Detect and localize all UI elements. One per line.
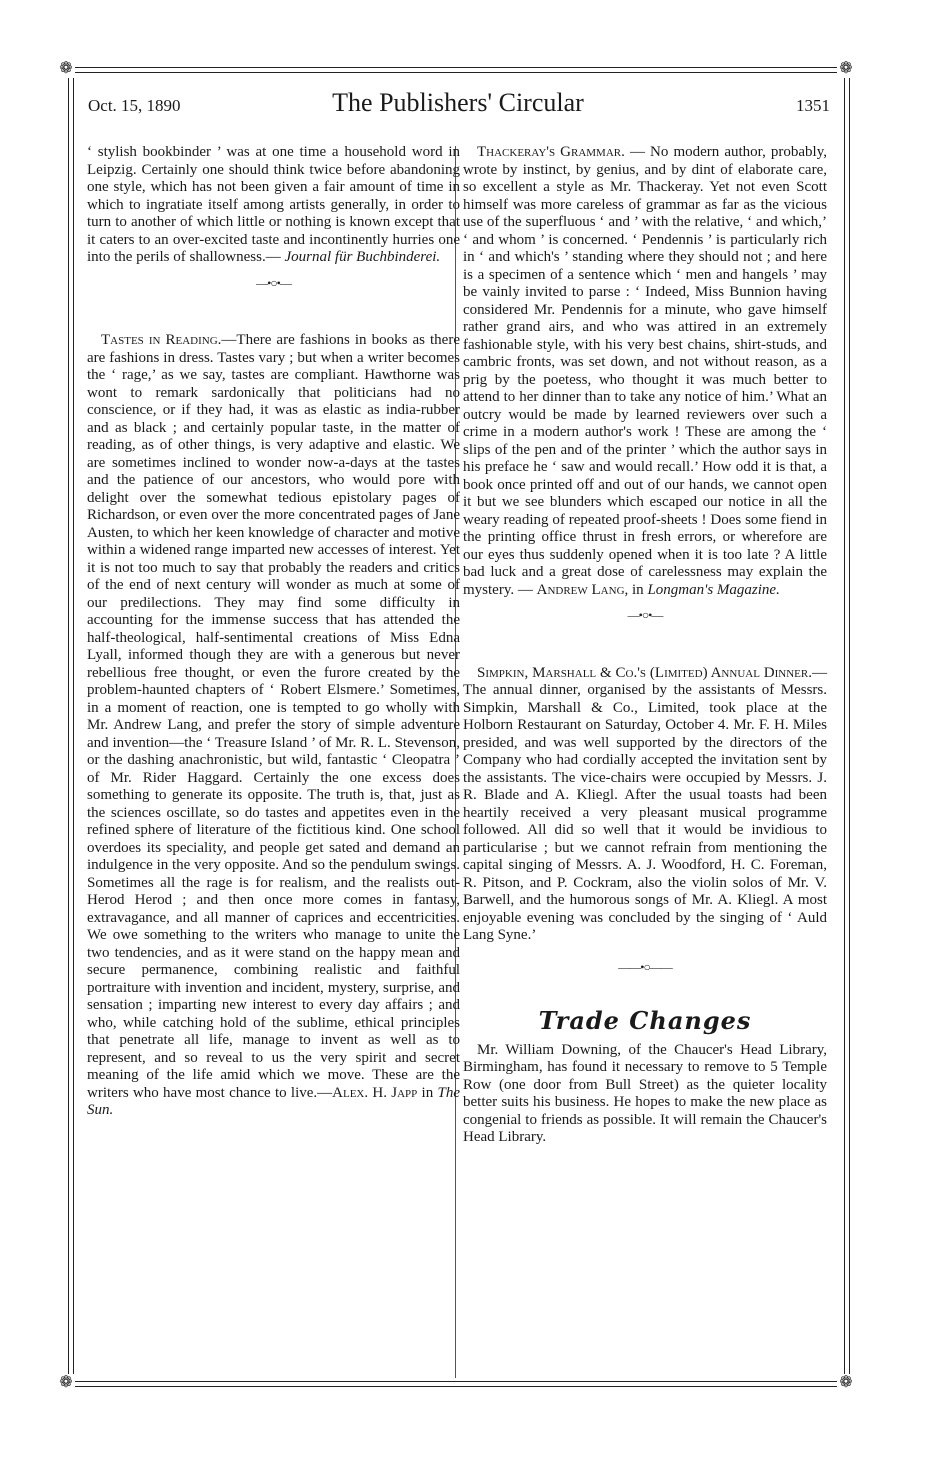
separator-ornament: —•○•— bbox=[627, 608, 663, 622]
article-annual-dinner: Simpkin, Marshall & Co.'s (Limited) Annual Dinner.—The annual dinner, organised by the assistants of Messrs. Simpkin, Marshall & Co., Limited, took place at the Holborn Restaurant on Saturday, October 4. Mr. F. H. Miles presided, and was well supported by the directors of the Company who had cordially accepted the invitation sent by the assistants. The vice-chairs were occupied by Messrs. J. R. Blade and A. Kliegl. After the usual toasts had been heartily received a very pleasant musical programme followed. All did so well that it would be invidious to particularise ; but we cannot refrain from mentioning the capital singing of Messrs. A. J. Woodford, H. C. Foreman, R. Pitson, and P. Cockram, also the violin solos of Mr. V. Barwell, and the humorous songs of Mr. A. Kliegl. A most enjoyable evening was concluded by the singing of ‘ Auld Lang Syne.’ bbox=[463, 664, 827, 943]
page-border-right bbox=[844, 70, 850, 1384]
publication-title: The Publishers' Circular bbox=[332, 88, 584, 117]
article-author: Alex. H. Japp bbox=[332, 1084, 418, 1101]
corner-ornament-icon: ❁ bbox=[57, 1374, 75, 1392]
corner-ornament-icon: ❁ bbox=[57, 60, 75, 78]
page-border-left bbox=[68, 70, 74, 1384]
right-column bbox=[463, 144, 827, 1147]
page-header bbox=[82, 88, 834, 124]
corner-ornament-icon: ❁ bbox=[837, 60, 855, 78]
continuation-source: Journal für Buchbinderei. bbox=[284, 249, 441, 265]
article-title: Tastes in Reading. bbox=[101, 332, 222, 348]
article-title: Simpkin, Marshall & Co.'s (Limited) Annual Dinner. bbox=[477, 664, 812, 681]
separator-ornament: ——•○—— bbox=[618, 959, 672, 974]
page-border-top bbox=[62, 67, 854, 73]
article-source: The Sun. bbox=[87, 1084, 460, 1118]
article-title: Thackeray's Grammar. bbox=[477, 144, 625, 160]
left-column bbox=[87, 144, 460, 1120]
article-source: Longman's Magazine. bbox=[647, 581, 780, 598]
page-number: 1351 bbox=[796, 96, 830, 115]
page-border-bottom bbox=[62, 1381, 854, 1387]
trade-changes-notice: Mr. William Downing, of the Chaucer's Head Library, Birmingham, has found it necessary to remove to 5 Temple Row (one door from Bull Street) as the quieter locality better suits his business. He hopes to make the new place as congenial to friends as possible. It will remain the Chaucer's Head Library. bbox=[463, 1041, 827, 1145]
article-tastes-in-reading: Tastes in Reading.—There are fashions in books as there are fashions in dress. Tastes vary ; but when a writer becomes the ‘ rage,’ as we say, tastes are compliant. Hawthorne was wont to remark sardonically that politicians had no conscience, or if they had, it was as elastic as india-rubber and as black ; and certainly popular taste, in the matter of reading, as of other things, is very adaptive and elastic. We are sometimes inclined to wonder now-a-days at the tastes and the patience of our ancestors, who would pore with delight over the somewhat tedious epistolary pages of Richardson, or even over the more concentrated pages of Jane Austen, to which her keen knowledge of character and motive within a widened range imparted new accesses of interest. Yet it is not too much to say that probably the readers and critics of the end of next century will wonder as much at some of our predilections. They may find some difficulty in accounting for the immense success that has attended the half-theological, half-sentimental creations of Miss Edna Lyall, informed though they are with a generous but never rebellious free thought, or even the furore created by the problem-haunted chapters of ‘ Robert Elsmere.’ Sometimes, in a moment of reaction, one is tempted to go wholly with Mr. Andrew Lang, and prefer the story of simple adventure and invention—the ‘ Treasure Island ’ of Mr. R. L. Stevenson, or the dashing anachronistic, but wild, fantastic ‘ Cleopatra ’ of Mr. Rider Haggard. Certainly the one excess does something to generate its opposite. The truth is, that, just as the sciences oscillate, so do tastes and appetites even in the refined sphere of literature of the fictitious kind. One school overdoes its speciality, and people get sated and demand an indulgence in the very opposite. And so the pendulum swings. Sometimes all the rage is for realism, and the realists out-Herod Herod ; and then once more comes in fantasy, extravagance, and all manner of caprices and eccentricities. We owe something to the writers who manage to unite the two tendencies, and as it were stand on the happy mean and secure permanence, combining realistic and faithful portraiture with invention and incident, mystery, surprise, and sensation ; imparting new interest to every day affairs ; and who, while catching hold of the sublime, ethical principles that penetrate all life, manage to invent as well as to represent, and so reveal to us the very spirit and secret meaning of the life amid which we move. These are the writers who have most chance to live.—Alex. H. Japp in The Sun. bbox=[87, 332, 460, 1118]
issue-date: Oct. 15, 1890 bbox=[88, 96, 181, 115]
article-thackerays-grammar: Thackeray's Grammar. — No modern author, probably, wrote by instinct, by genius, and by dint of elaborate care, so excellent a style as Mr. Thackeray. Yet not even Scott himself was more careless of grammar as far as the vicious use of the superfluous ‘ and ’ with the relative, ‘ and which,’ ‘ and whom ’ is concerned. ‘ Pendennis ’ is particularly rich in ‘ and which's ’ standing where they should not ; and here is a specimen of a sentence which ‘ men and hangels ’ may be vainly invited to parse : ‘ Indeed, Miss Bunnion having considered Mr. Pendennis for a minute, who gave himself rather grand airs, and who was attired in an extremely fashionable style, with his very best chains, shirt-studs, and cambric fronts, was set down, and not without reason, as a prig by the poetess, who thought it was much better to attend to her dinner than to take any notice of him.’ What an outcry would be made by learned reviewers over such a crime in a modern author's work ! These are among the ‘ slips of the pen and of the printer ’ which the author says in his preface he ‘ saw and would recall.’ How odd it is that, a book once printed off and out of our hands, we cannot open it but we see blunders which escaped our notice in all the weary reading of repeated proof-sheets ! Does some fiend in the printing office thrust in fresh errors, or wherefore are our eyes thus suddenly opened when it is too late ? A little bad luck and a great dose of carelessness may explain the mystery. — Andrew Lang, in Longman's Magazine. bbox=[463, 144, 827, 598]
corner-ornament-icon: ❁ bbox=[837, 1374, 855, 1392]
article-continuation: ‘ stylish bookbinder ’ was at one time a household word in Leipzig. Certainly one should think twice before abandoning one style, which has not been given a fair amount of time in which to ingratiate itself among artists generally, in order to turn to another of which little or nothing is known except that it caters to an over-excited taste and incontinently hurries one into the perils of shallowness.— Journal für Buchbinderei. bbox=[87, 144, 460, 265]
article-author: Andrew Lang bbox=[536, 581, 625, 598]
separator-ornament: —•○•— bbox=[256, 275, 291, 290]
section-heading-trade-changes: Trade Changes bbox=[538, 1006, 752, 1035]
